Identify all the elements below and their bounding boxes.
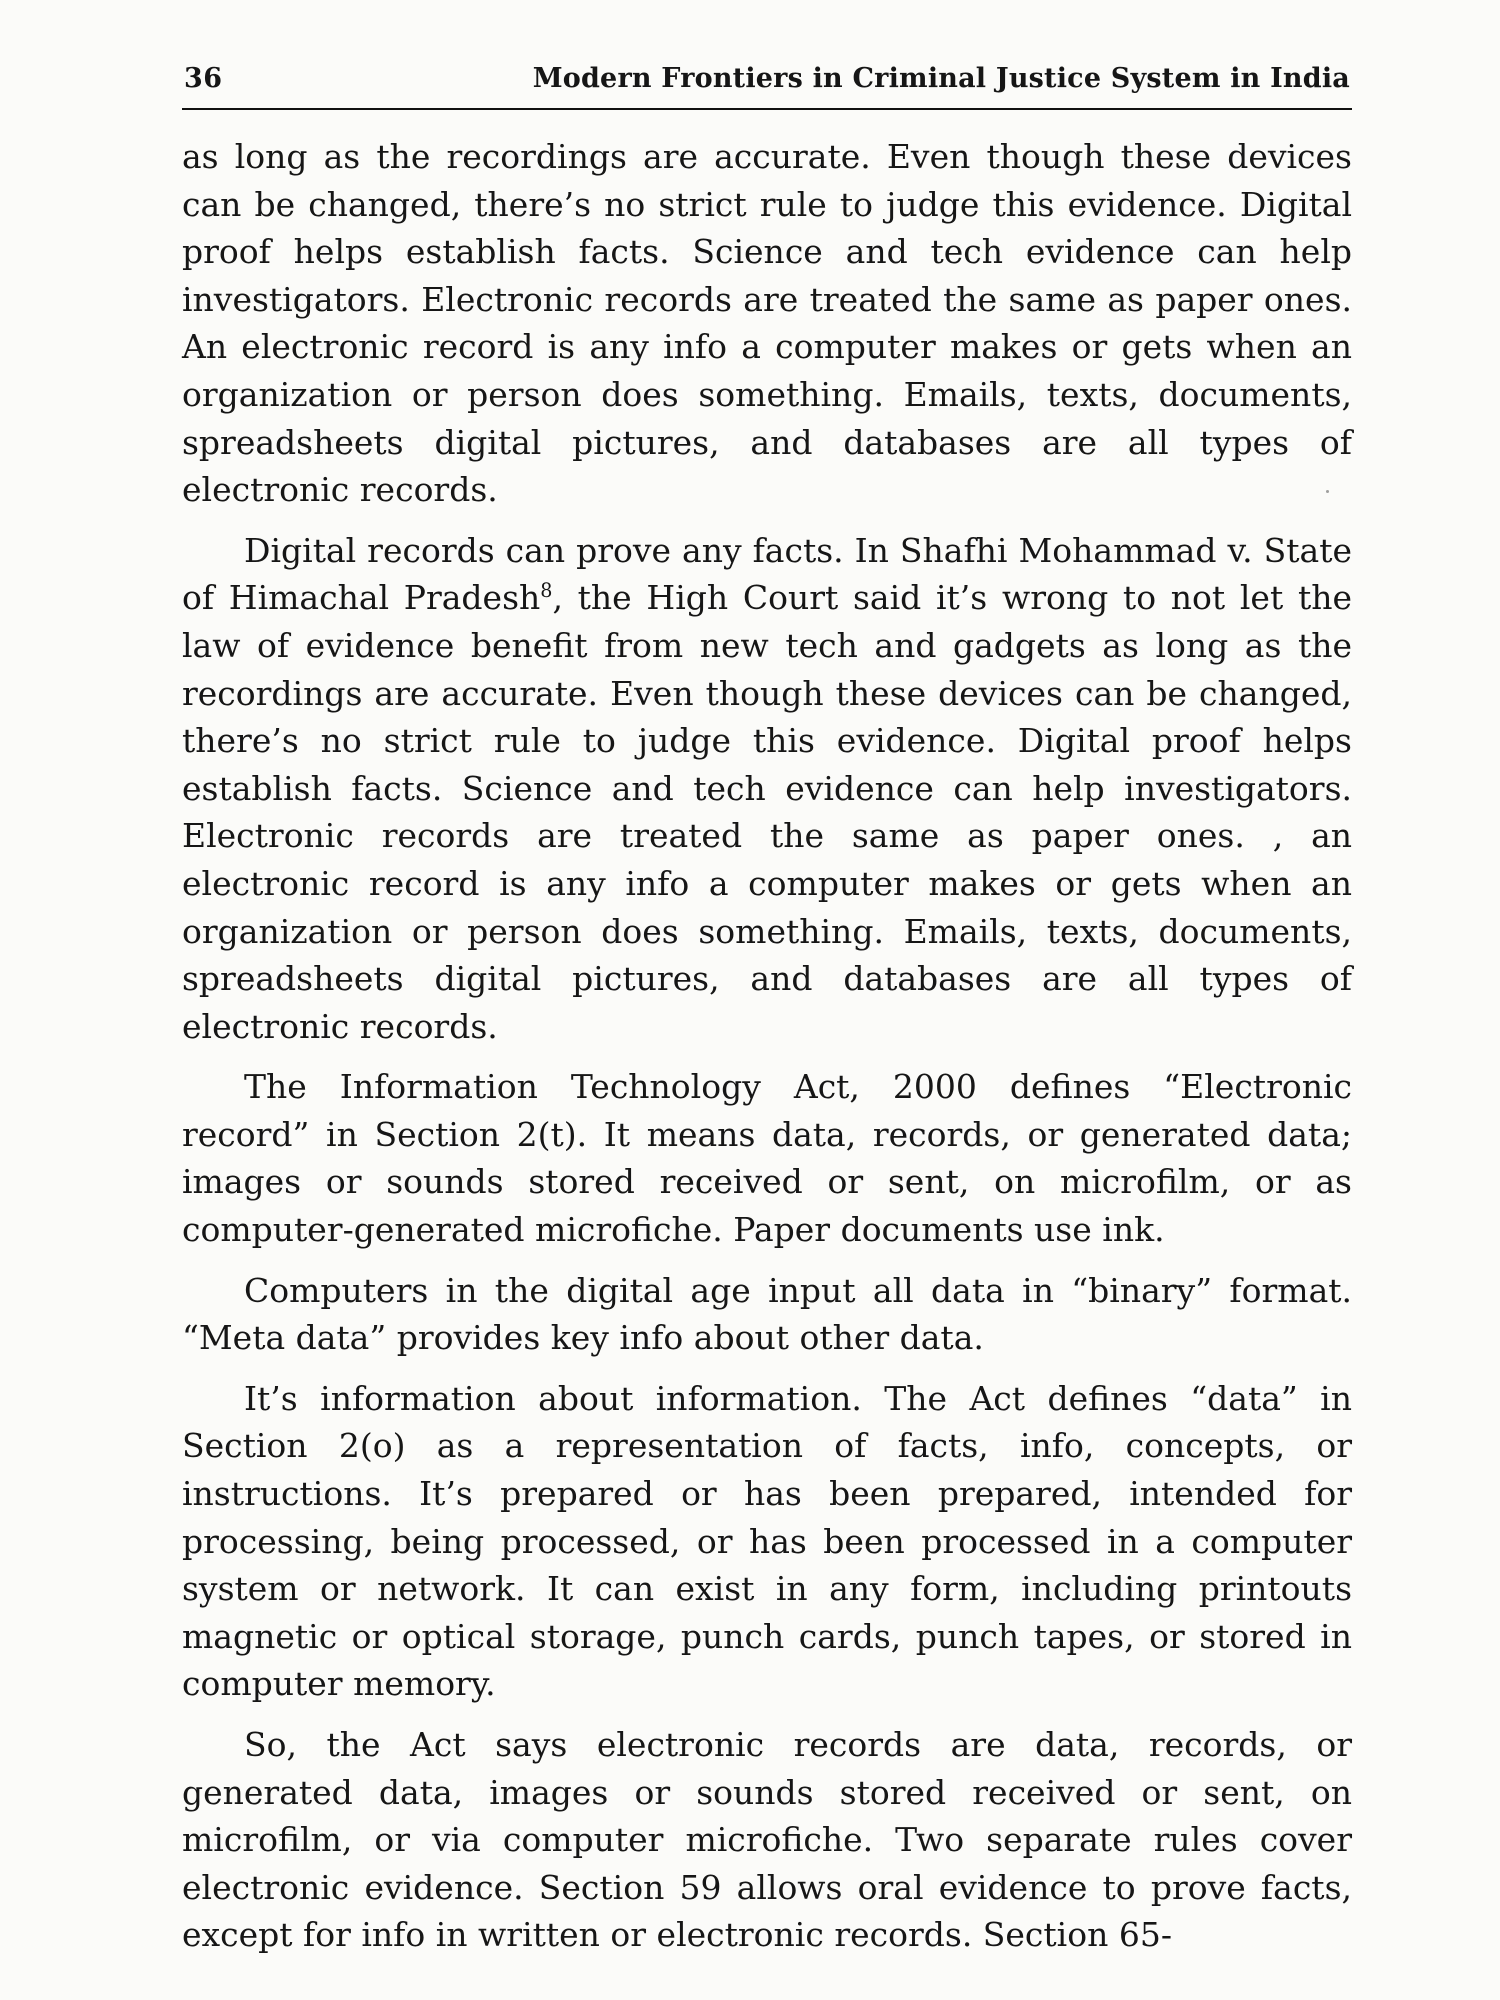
paragraph-text-after-footnote: , the High Court said it’s wrong to not let the law of evidence benefit from new tech and gadgets as long as the recordings are accurate. Even though these devices can be changed, there’s no strict rule to judge this evidence. Digital proof helps establish facts. Science and tech evidence can help investigators. Electronic records are treated the same as paper ones. , an electronic record is any info a computer makes or gets when an organization or person does something. Emails, texts, documents, spreadsheets digital pictures, and databases are all types of electronic records. [182, 578, 1352, 1046]
footnote-reference: 8 [540, 579, 553, 603]
body-text [182, 133, 1352, 1972]
scan-speck [1326, 490, 1329, 493]
page-header [182, 60, 1352, 110]
running-title: Modern Frontiers in Criminal Justice System in India [532, 63, 1350, 94]
paragraph-text-before-footnote: Digital records can prove any facts. In Shafhi Mohammad v. State of Himachal Pradesh [182, 530, 1352, 618]
page-number: 36 [184, 63, 223, 94]
paragraph-continuation: as long as the recordings are accurate. Even though these devices can be changed, there’s no strict rule to judge this evidence. Digital proof helps establish facts. Science and tech evidence can help investigators. Electronic records are treated the same as paper ones. An electronic record is any info a computer makes or gets when an organization or person does something. Emails, texts, documents, spreadsheets digital pictures, and databases are all types of electronic records. [182, 137, 1352, 510]
paragraph-shafhi-mohammad [182, 527, 1352, 1051]
paragraph-electronic-evidence-rules: So, the Act says electronic records are data, records, or generated data, images or sounds stored received or sent, on microfilm, or via computer microfiche. Two separate rules cover electronic evidence. Section 59 allows oral evidence to prove facts, except for info in written or electronic records. Section 65- [182, 1725, 1352, 1955]
paragraph-binary-metadata: Computers in the digital age input all data in “binary” format. “Meta data” provides key info about other data. [182, 1270, 1352, 1358]
paragraph-it-act-electronic-record: The Information Technology Act, 2000 defines “Electronic record” in Section 2(t). It means data, records, or generated data; images or sounds stored received or sent, on microfilm, or as computer-generated microfiche. Paper documents use ink. [182, 1067, 1352, 1250]
paragraph-data-definition: It’s information about information. The Act defines “data” in Section 2(o) as a representation of facts, info, concepts, or instructions. It’s prepared or has been prepared, intended for processing, being processed, or has been processed in a computer system or network. It can exist in any form, including printouts magnetic or optical storage, punch cards, punch tapes, or stored in computer memory. [182, 1378, 1352, 1704]
